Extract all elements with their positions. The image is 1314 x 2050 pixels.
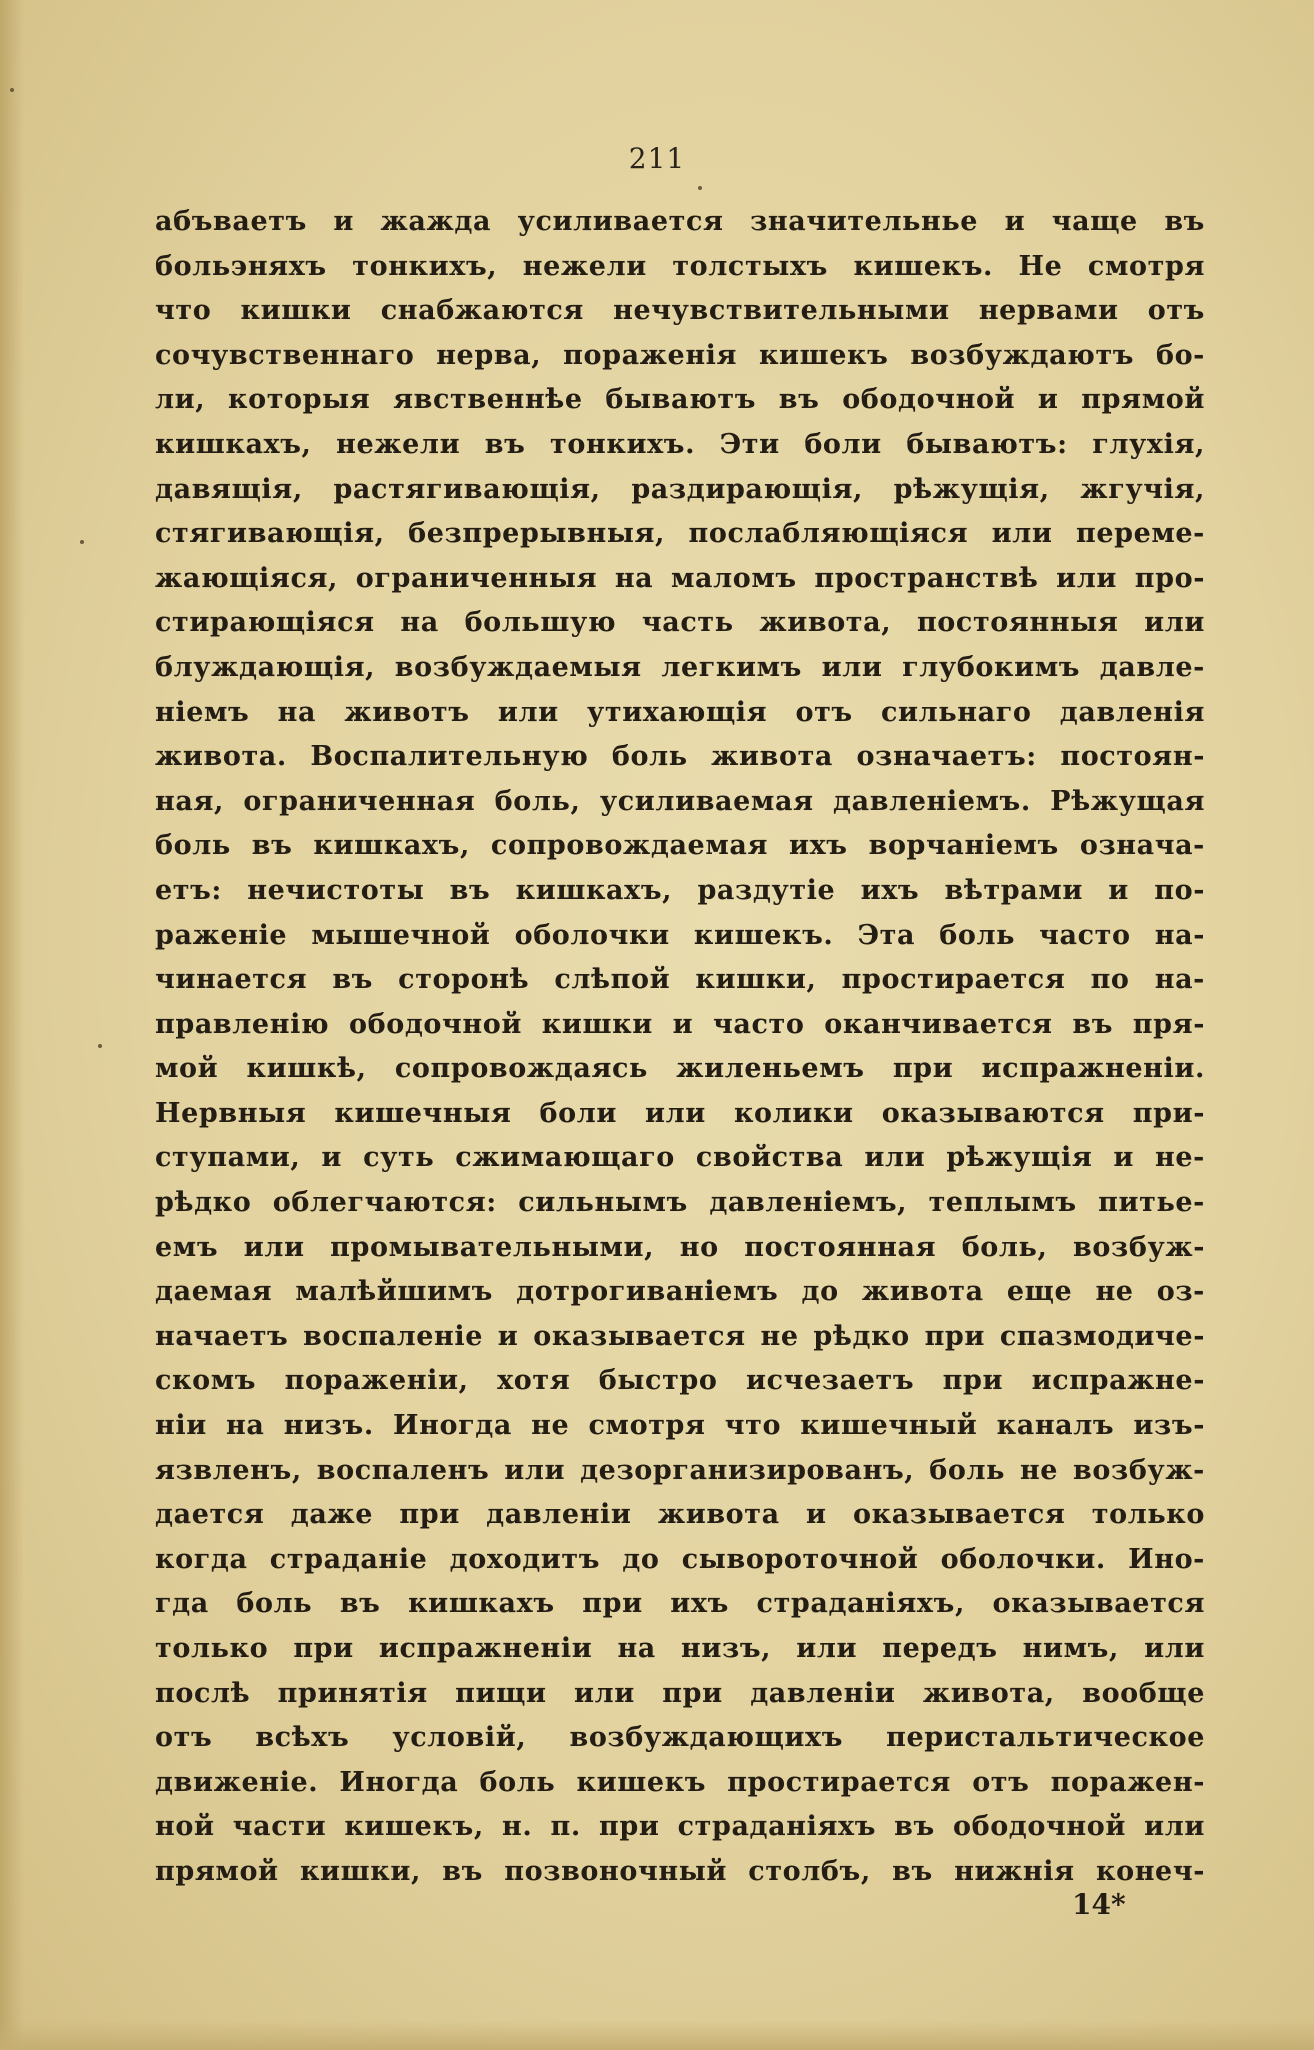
- text-line: блуждающія, возбуждаемыя легкимъ или глубокимъ давле-: [155, 651, 1205, 683]
- text-line: больэняхъ тонкихъ, нежели толстыхъ кишекъ. Не смотря: [155, 250, 1205, 282]
- text-line: чинается въ сторонѣ слѣпой кишки, простирается по на-: [155, 964, 1205, 996]
- text-line: ніи на низъ. Иногда не смотря что кишечный каналъ изъ-: [155, 1410, 1205, 1442]
- text-line: раженіе мышечной оболочки кишекъ. Эта боль часто на-: [155, 919, 1205, 951]
- text-line: стирающіяся на большую часть живота, постоянныя или: [155, 607, 1205, 639]
- text-line: отъ всѣхъ условій, возбуждающихъ перистальтическое: [155, 1722, 1205, 1754]
- text-line: даемая малѣйшимъ дотрогиваніемъ до живота еще не оз-: [155, 1276, 1205, 1308]
- text-line: прямой кишки, въ позвоночный столбъ, въ нижнія конеч-: [155, 1855, 1205, 1887]
- text-line: язвленъ, воспаленъ или дезорганизированъ, боль не возбуж-: [155, 1454, 1205, 1486]
- text-line: ли, которыя явственнѣе бываютъ въ ободочной и прямой: [155, 384, 1205, 416]
- text-line: ступами, и суть сжимающаго свойства или рѣжущія и не-: [155, 1142, 1205, 1174]
- text-line: кишкахъ, нежели въ тонкихъ. Эти боли бываютъ: глухія,: [155, 428, 1205, 460]
- text-line: только при испражненіи на низъ, или передъ нимъ, или: [155, 1633, 1205, 1664]
- text-line: когда страданіе доходитъ до сывороточной оболочки. Ино-: [155, 1543, 1205, 1575]
- signature-mark: 14*: [1072, 1888, 1126, 1921]
- text-line: емъ или промывательными, но постоянная боль, возбуж-: [155, 1231, 1205, 1263]
- ink-speck: [698, 186, 702, 190]
- text-line: дается даже при давленіи живота и оказывается только: [155, 1499, 1205, 1531]
- text-line: етъ: нечистоты въ кишкахъ, раздутіе ихъ вѣтрами и по-: [155, 874, 1205, 906]
- text-line: движеніе. Иногда боль кишекъ простирается отъ поражен-: [155, 1766, 1205, 1798]
- text-line: жающіяся, ограниченныя на маломъ пространствѣ или про-: [155, 562, 1205, 594]
- text-line: давящія, растягивающія, раздирающія, рѣжущія, жгучія,: [155, 473, 1205, 505]
- page-number: 211: [628, 142, 686, 175]
- ink-speck: [10, 88, 14, 92]
- body-text: [155, 200, 1205, 1895]
- text-line: что кишки снабжаются нечувствительными нервами отъ: [155, 295, 1205, 327]
- text-line: боль въ кишкахъ, сопровождаемая ихъ ворчаніемъ означа-: [155, 830, 1205, 862]
- text-line: сочувственнаго нерва, пораженія кишекъ возбуждаютъ бо-: [155, 339, 1205, 371]
- text-line: ной части кишекъ, н. п. при страданіяхъ въ ободочной или: [155, 1811, 1205, 1843]
- text-line: послѣ принятія пищи или при давленіи живота, вообще: [155, 1677, 1205, 1709]
- text-line: скомъ пораженіи, хотя быстро исчезаетъ при испражне-: [155, 1365, 1205, 1397]
- ink-speck: [98, 1044, 102, 1048]
- text-line: ная, ограниченная боль, усиливаемая давленіемъ. Рѣжущая: [155, 785, 1205, 817]
- text-line: Нервныя кишечныя боли или колики оказываются при-: [155, 1097, 1205, 1129]
- text-line: правленію ободочной кишки и часто оканчивается въ пря-: [155, 1008, 1205, 1040]
- text-line: ніемъ на животъ или утихающія отъ сильнаго давленія: [155, 696, 1205, 728]
- ink-speck: [80, 540, 84, 544]
- text-line: рѣдко облегчаются: сильнымъ давленіемъ, теплымъ питье-: [155, 1187, 1205, 1219]
- text-line: абъваетъ и жажда усиливается значительнье и чаще въ: [155, 206, 1205, 237]
- text-line: живота. Воспалительную боль живота означаетъ: постоян-: [155, 741, 1205, 773]
- text-line: гда боль въ кишкахъ при ихъ страданіяхъ, оказывается: [155, 1588, 1205, 1620]
- text-line: стягивающія, безпрерывныя, послабляющіяся или переме-: [155, 518, 1205, 550]
- text-line: начаетъ воспаленіе и оказывается не рѣдко при спазмодиче-: [155, 1320, 1205, 1352]
- text-line: мой кишкѣ, сопровождаясь жиленьемъ при испражненіи.: [155, 1053, 1205, 1085]
